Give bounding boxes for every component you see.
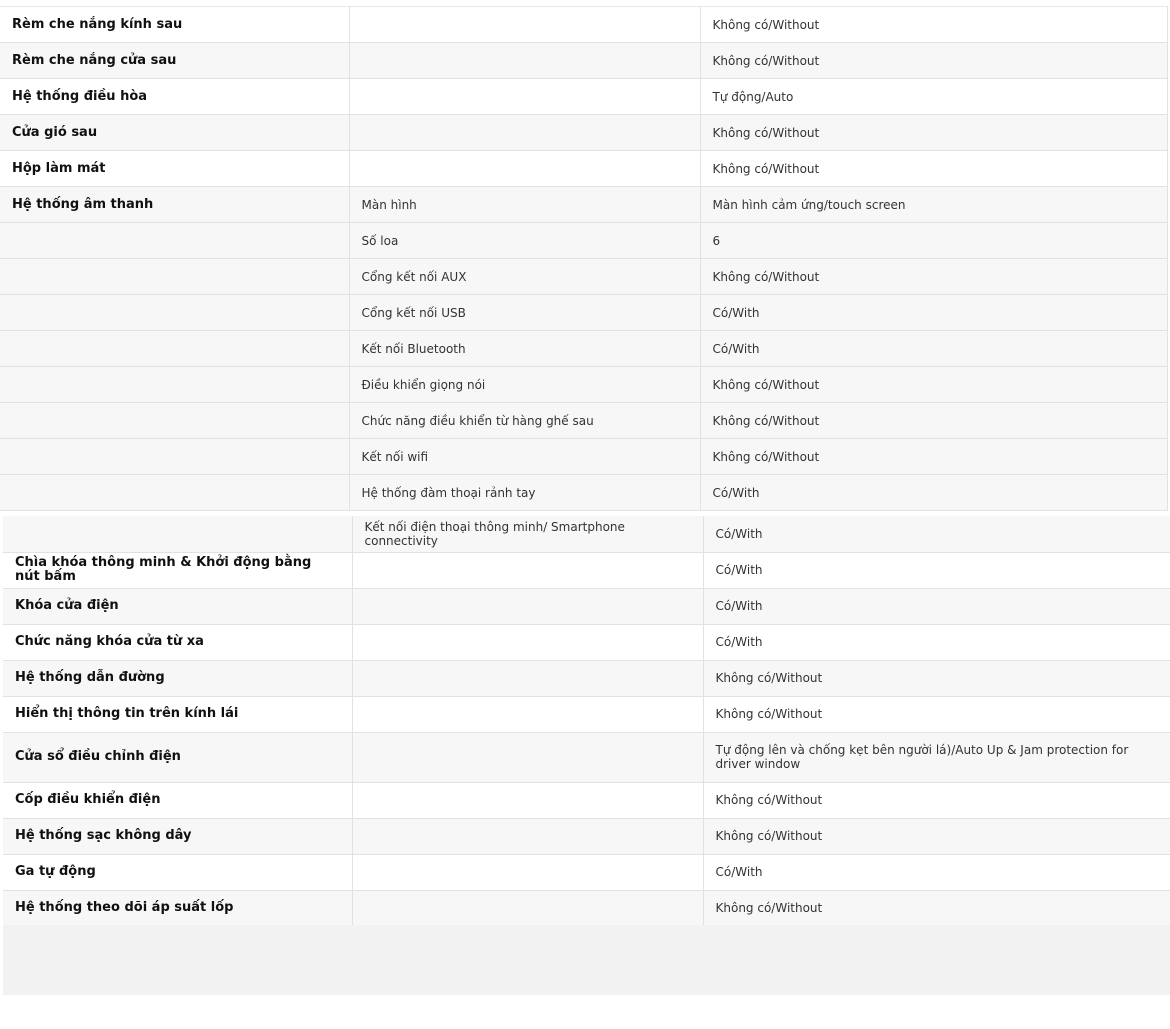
table-row xyxy=(0,439,1168,475)
feature-name xyxy=(0,403,349,439)
spec-table-lower xyxy=(3,516,1170,927)
table-row xyxy=(0,43,1168,79)
feature-value: Không có/Without xyxy=(703,660,1170,696)
feature-value: Không có/Without xyxy=(700,367,1168,403)
spec-table-upper-body xyxy=(0,7,1168,511)
table-row xyxy=(3,818,1170,854)
feature-name xyxy=(0,223,349,259)
table-row xyxy=(3,660,1170,696)
feature-name: Cốp điều khiển điện xyxy=(3,782,352,818)
feature-value: Không có/Without xyxy=(703,782,1170,818)
spec-table-upper xyxy=(0,6,1168,511)
table-row xyxy=(0,79,1168,115)
feature-name: Hệ thống điều hòa xyxy=(0,79,349,115)
sub-feature xyxy=(352,890,703,926)
feature-value: Có/With xyxy=(703,854,1170,890)
table-row xyxy=(3,624,1170,660)
feature-value: Không có/Without xyxy=(700,151,1168,187)
table-row xyxy=(3,732,1170,782)
sub-feature xyxy=(349,43,700,79)
feature-name: Khóa cửa điện xyxy=(3,588,352,624)
table-footer-area xyxy=(3,925,1170,995)
table-row xyxy=(0,187,1168,223)
table-row xyxy=(0,151,1168,187)
table-row xyxy=(3,552,1170,588)
table-row xyxy=(3,782,1170,818)
feature-name: Chức năng khóa cửa từ xa xyxy=(3,624,352,660)
sub-feature xyxy=(352,696,703,732)
feature-value: Không có/Without xyxy=(700,403,1168,439)
sub-feature: Kết nối điện thoại thông minh/ Smartphone connectivity xyxy=(352,516,703,552)
sub-feature: Cổng kết nối AUX xyxy=(349,259,700,295)
feature-name xyxy=(0,367,349,403)
sub-feature: Kết nối wifi xyxy=(349,439,700,475)
feature-value: Có/With xyxy=(700,295,1168,331)
feature-value: Có/With xyxy=(703,516,1170,552)
table-row xyxy=(3,516,1170,552)
feature-value: Không có/Without xyxy=(700,259,1168,295)
feature-value: Có/With xyxy=(700,331,1168,367)
sub-feature xyxy=(352,552,703,588)
table-row xyxy=(3,588,1170,624)
sub-feature xyxy=(352,588,703,624)
feature-value: Màn hình cảm ứng/touch screen xyxy=(700,187,1168,223)
feature-value: Không có/Without xyxy=(700,43,1168,79)
feature-value: Không có/Without xyxy=(703,818,1170,854)
table-row xyxy=(0,295,1168,331)
feature-value: Không có/Without xyxy=(703,890,1170,926)
sub-feature: Chức năng điều khiển từ hàng ghế sau xyxy=(349,403,700,439)
spec-table-lower-body xyxy=(3,516,1170,926)
feature-name xyxy=(0,331,349,367)
sub-feature: Kết nối Bluetooth xyxy=(349,331,700,367)
feature-name: Cửa gió sau xyxy=(0,115,349,151)
feature-name: Hệ thống âm thanh xyxy=(0,187,349,223)
feature-value: Không có/Without xyxy=(700,7,1168,43)
sub-feature: Số loa xyxy=(349,223,700,259)
table-row xyxy=(3,696,1170,732)
feature-value: Tự động/Auto xyxy=(700,79,1168,115)
feature-value: Có/With xyxy=(703,624,1170,660)
table-row xyxy=(0,259,1168,295)
feature-value: 6 xyxy=(700,223,1168,259)
feature-value: Có/With xyxy=(703,552,1170,588)
feature-name: Hệ thống dẫn đường xyxy=(3,660,352,696)
feature-value: Không có/Without xyxy=(703,696,1170,732)
feature-value: Không có/Without xyxy=(700,439,1168,475)
feature-name xyxy=(0,259,349,295)
table-row xyxy=(0,115,1168,151)
table-row xyxy=(0,7,1168,43)
feature-value: Không có/Without xyxy=(700,115,1168,151)
sub-feature xyxy=(349,151,700,187)
feature-value: Tự động lên và chống kẹt bên người lá)/Auto Up & Jam protection for driver window xyxy=(703,732,1170,782)
feature-name: Rèm che nắng kính sau xyxy=(0,7,349,43)
table-row xyxy=(0,403,1168,439)
feature-name: Rèm che nắng cửa sau xyxy=(0,43,349,79)
table-row xyxy=(0,367,1168,403)
table-row xyxy=(0,331,1168,367)
sub-feature xyxy=(352,854,703,890)
feature-name: Hộp làm mát xyxy=(0,151,349,187)
sub-feature xyxy=(352,818,703,854)
sub-feature: Cổng kết nối USB xyxy=(349,295,700,331)
feature-name xyxy=(0,475,349,511)
feature-name xyxy=(0,439,349,475)
feature-name: Hệ thống theo dõi áp suất lốp xyxy=(3,890,352,926)
table-row xyxy=(0,475,1168,511)
feature-value: Có/With xyxy=(700,475,1168,511)
feature-name xyxy=(0,295,349,331)
feature-name: Hiển thị thông tin trên kính lái xyxy=(3,696,352,732)
sub-feature: Màn hình xyxy=(349,187,700,223)
sub-feature xyxy=(349,7,700,43)
table-row xyxy=(3,890,1170,926)
table-row xyxy=(0,223,1168,259)
feature-name: Cửa sổ điều chỉnh điện xyxy=(3,732,352,782)
sub-feature xyxy=(352,782,703,818)
feature-name: Hệ thống sạc không dây xyxy=(3,818,352,854)
sub-feature xyxy=(352,732,703,782)
feature-name: Ga tự động xyxy=(3,854,352,890)
sub-feature: Hệ thống đàm thoại rảnh tay xyxy=(349,475,700,511)
sub-feature xyxy=(352,624,703,660)
feature-name: Chìa khóa thông minh & Khởi động bằng nút bấm xyxy=(3,552,352,588)
sub-feature xyxy=(349,115,700,151)
sub-feature xyxy=(349,79,700,115)
table-row xyxy=(3,854,1170,890)
feature-value: Có/With xyxy=(703,588,1170,624)
sub-feature: Điều khiển giọng nói xyxy=(349,367,700,403)
feature-name xyxy=(3,516,352,552)
sub-feature xyxy=(352,660,703,696)
